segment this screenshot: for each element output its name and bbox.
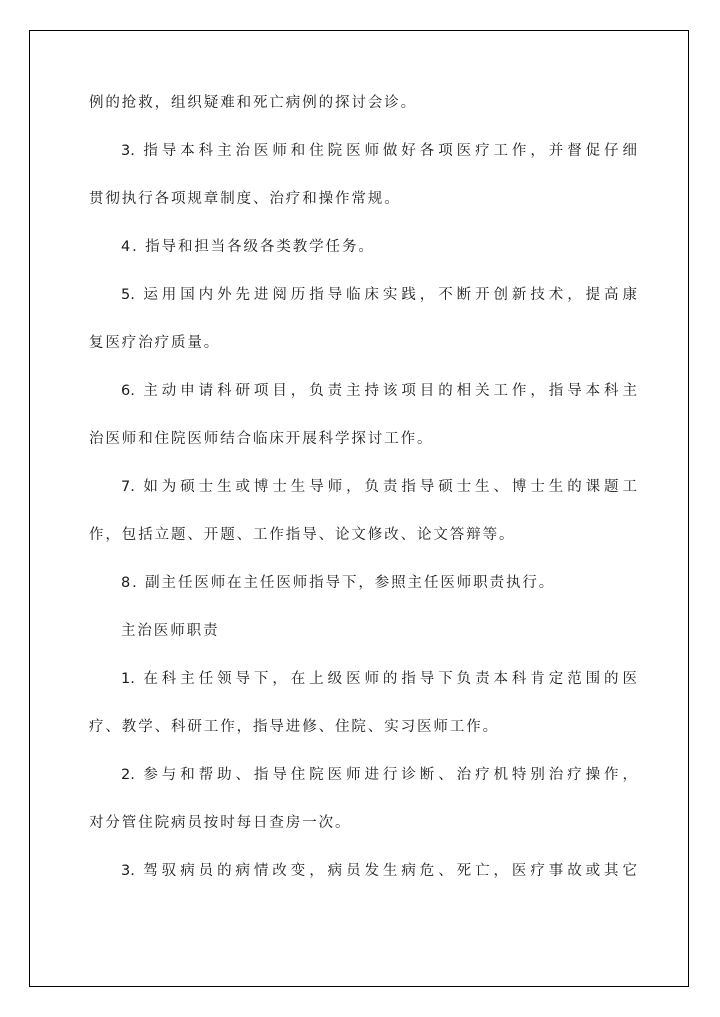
text-line: 贯彻执行各项规章制度、治疗和操作常规。 [89,191,401,207]
text-line: 2. 参与和帮助、指导住院医师进行诊断、治疗机特别治疗操作， [121,767,637,783]
text-line: 4. 指导和担当各级各类教学任务。 [121,239,375,255]
text-line: 3. 驾驭病员的病情改变，病员发生病危、死亡，医疗事故或其它 [121,863,637,879]
document-body [89,94,637,910]
text-line: 3. 指导本科主治医师和住院医师做好各项医疗工作，并督促仔细 [121,143,637,159]
text-line: 6. 主动申请科研项目，负责主持该项目的相关工作，指导本科主 [121,383,637,399]
text-line: 例的抢救，组织疑难和死亡病例的探讨会诊。 [89,95,417,111]
text-line: 作，包括立题、开题、工作指导、论文修改、论文答辩等。 [89,527,516,543]
text-line: 8. 副主任医师在主任医师指导下，参照主任医师职责执行。 [121,575,556,591]
text-line: 1. 在科主任领导下，在上级医师的指导下负责本科肯定范围的医 [121,671,637,687]
text-line: 疗、教学、科研工作，指导进修、住院、实习医师工作。 [89,719,499,735]
text-line: 主治医师职责 [121,623,220,639]
text-line: 5. 运用国内外先进阅历指导临床实践，不断开创新技术，提高康 [121,287,637,303]
text-line: 对分管住院病员按时每日查房一次。 [89,815,352,831]
text-line: 治医师和住院医师结合临床开展科学探讨工作。 [89,431,434,447]
text-line: 复医疗治疗质量。 [89,335,221,351]
text-line: 7. 如为硕士生或博士生导师，负责指导硕士生、博士生的课题工 [121,479,637,495]
